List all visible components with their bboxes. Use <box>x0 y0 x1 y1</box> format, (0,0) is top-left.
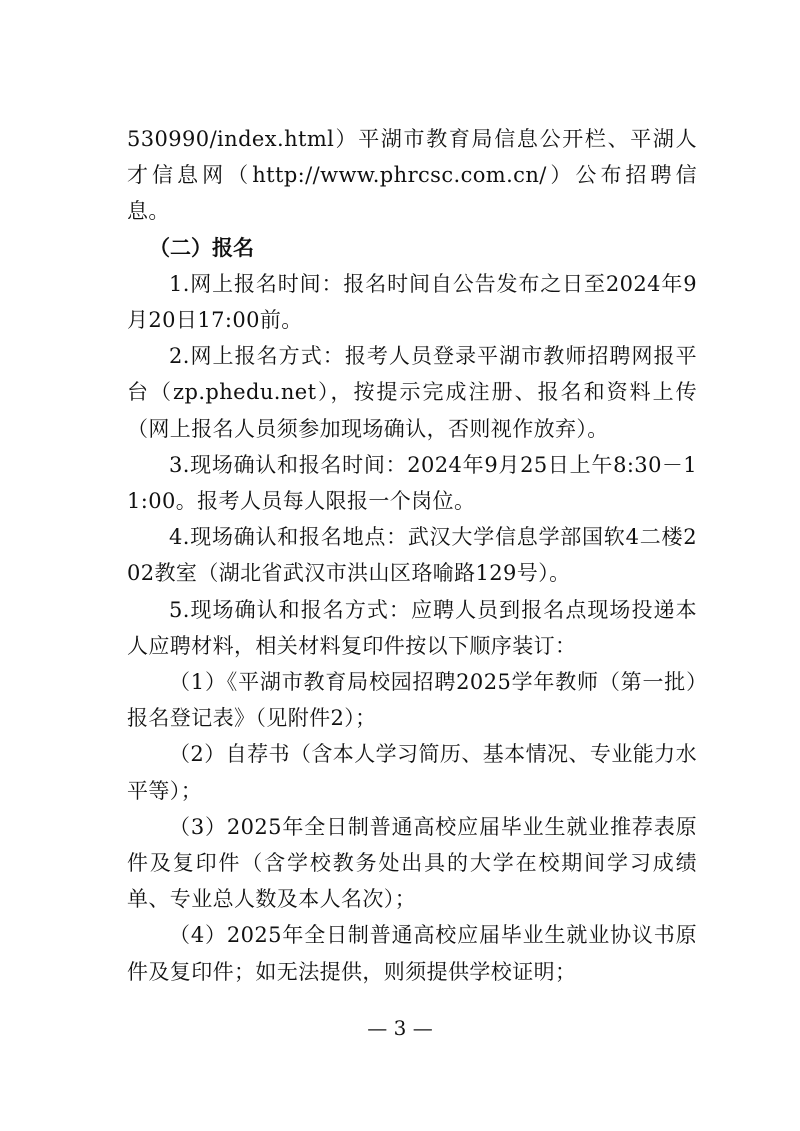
page-number: — 3 — <box>367 1016 433 1040</box>
list-item-self-recommendation: （2）自荐书（含本人学习简历、基本情况、专业能力水平等）； <box>127 742 697 803</box>
paragraph-continuation: 530990/index.html）平湖市教育局信息公开栏、平湖人才信息网（http://www.phrcsc.com.cn/）公布招聘信息。 <box>127 127 697 224</box>
document-body <box>127 121 697 990</box>
paragraph-onsite-confirmation-time: 3.现场确认和报名时间：2024年9月25日上午8:30－11:00。报考人员每人限报一个岗位。 <box>127 452 697 514</box>
list-item-employment-agreement: （4）2025年全日制普通高校应届毕业生就业协议书原件及复印件；如无法提供，则须提供学校证明； <box>127 923 697 984</box>
paragraph-onsite-confirmation-method: 5.现场确认和报名方式：应聘人员到报名点现场投递本人应聘材料，相关材料复印件按以下顺序装订： <box>127 597 697 658</box>
paragraph-online-registration-time: 1.网上报名时间：报名时间自公告发布之日至2024年9月20日17:00前。 <box>127 271 697 333</box>
list-item-registration-form: （1）《平湖市教育局校园招聘2025学年教师（第一批）报名登记表》（见附件2）； <box>127 670 697 731</box>
paragraph-online-registration-method: 2.网上报名方式：报考人员登录平湖市教师招聘网报平台（zp.phedu.net），按提示完成注册、报名和资料上传（网上报名人员须参加现场确认，否则视作放弃）。 <box>127 344 697 441</box>
paragraph-onsite-confirmation-location: 4.现场确认和报名地点：武汉大学信息学部国软4二楼202教室（湖北省武汉市洪山区珞喻路129号）。 <box>127 525 697 586</box>
section-heading-registration: （二）报名 <box>149 235 254 260</box>
list-item-employment-recommendation-form: （3）2025年全日制普通高校应届毕业生就业推荐表原件及复印件（含学校教务处出具的大学在校期间学习成绩单、专业总人数及本人名次）； <box>127 814 697 912</box>
